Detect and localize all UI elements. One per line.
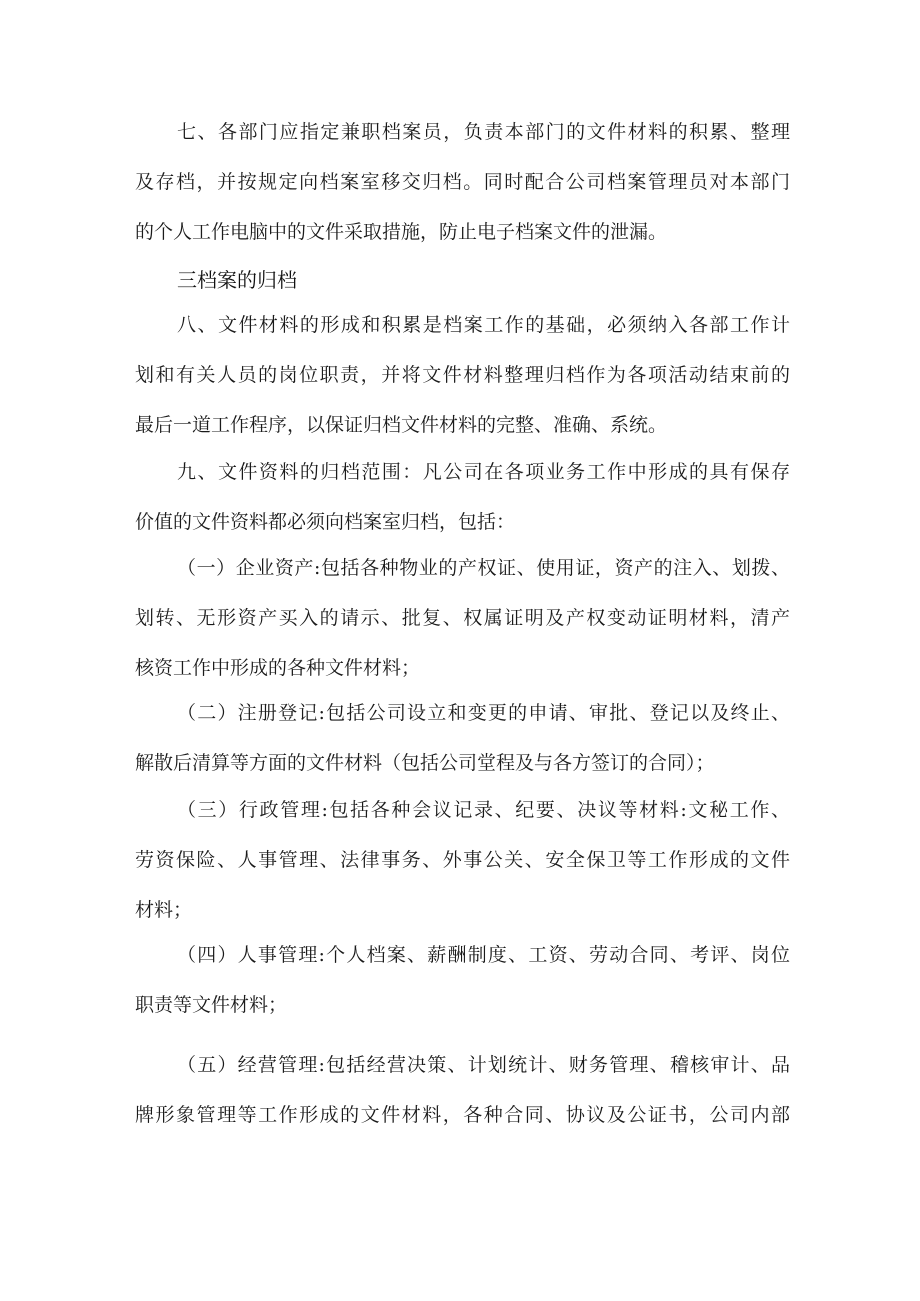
- paragraph-line: （五）经营管理:包括经营决策、计划统计、财务管理、稽核审计、品: [177, 1054, 790, 1076]
- paragraph-line: 划转、无形资产买入的请示、批复、权属证明及产权变动证明材料，清产: [135, 607, 790, 629]
- paragraph-line: 的个人工作电脑中的文件采取措施，防止电子档案文件的泄漏。: [135, 221, 668, 243]
- list-item-1: [135, 543, 790, 693]
- paragraph-line: 八、文件材料的形成和积累是档案工作的基础，必须纳入各部工作计: [177, 314, 790, 336]
- list-item-4: [135, 930, 790, 1030]
- paragraph-line: 劳资保险、人事管理、法律事务、外事公关、安全保卫等工作形成的文件: [135, 849, 790, 871]
- paragraph-9: [135, 447, 790, 547]
- list-item-3: [135, 785, 790, 935]
- paragraph-line: 九、文件资料的归档范围：凡公司在各项业务工作中形成的具有保存: [177, 461, 790, 483]
- paragraph-line: （二）注册登记:包括公司设立和变更的申请、审批、登记以及终止、: [177, 702, 790, 724]
- paragraph-line: 划和有关人员的岗位职责，并将文件材料整理归档作为各项活动结束前的: [135, 364, 790, 386]
- paragraph-line: （一）企业资产:包括各种物业的产权证、使用证，资产的注入、划拨、: [177, 557, 790, 579]
- paragraph-line: 最后一道工作程序，以保证归档文件材料的完整、准确、系统。: [135, 414, 668, 436]
- paragraph-line: （四）人事管理:个人档案、薪酬制度、工资、劳动合同、考评、岗位: [177, 944, 790, 966]
- paragraph-line: 及存档，并按规定向档案室移交归档。同时配合公司档案管理员对本部门: [135, 171, 790, 193]
- paragraph-8: [135, 300, 790, 450]
- paragraph-line: 材料；: [135, 899, 193, 921]
- paragraph-7: [135, 107, 790, 257]
- section-heading: 三档案的归档: [177, 268, 297, 292]
- paragraph-line: （三）行政管理:包括各种会议记录、纪要、决议等材料:文秘工作、: [177, 799, 790, 821]
- paragraph-line: 牌形象管理等工作形成的文件材料，各种合同、协议及公证书，公司内部: [135, 1104, 790, 1126]
- list-item-5: [135, 1040, 790, 1140]
- paragraph-line: 解散后清算等方面的文件材料（包括公司堂程及与各方签订的合同）；: [135, 752, 715, 774]
- paragraph-line: 价值的文件资料都必须向档案室归档，包括：: [135, 511, 516, 533]
- paragraph-line: 核资工作中形成的各种文件材料；: [135, 657, 421, 679]
- paragraph-line: 职责等文件材料；: [135, 994, 288, 1016]
- paragraph-line: 七、各部门应指定兼职档案员，负责本部门的文件材料的积累、整理: [177, 121, 790, 143]
- list-item-2: [135, 688, 790, 788]
